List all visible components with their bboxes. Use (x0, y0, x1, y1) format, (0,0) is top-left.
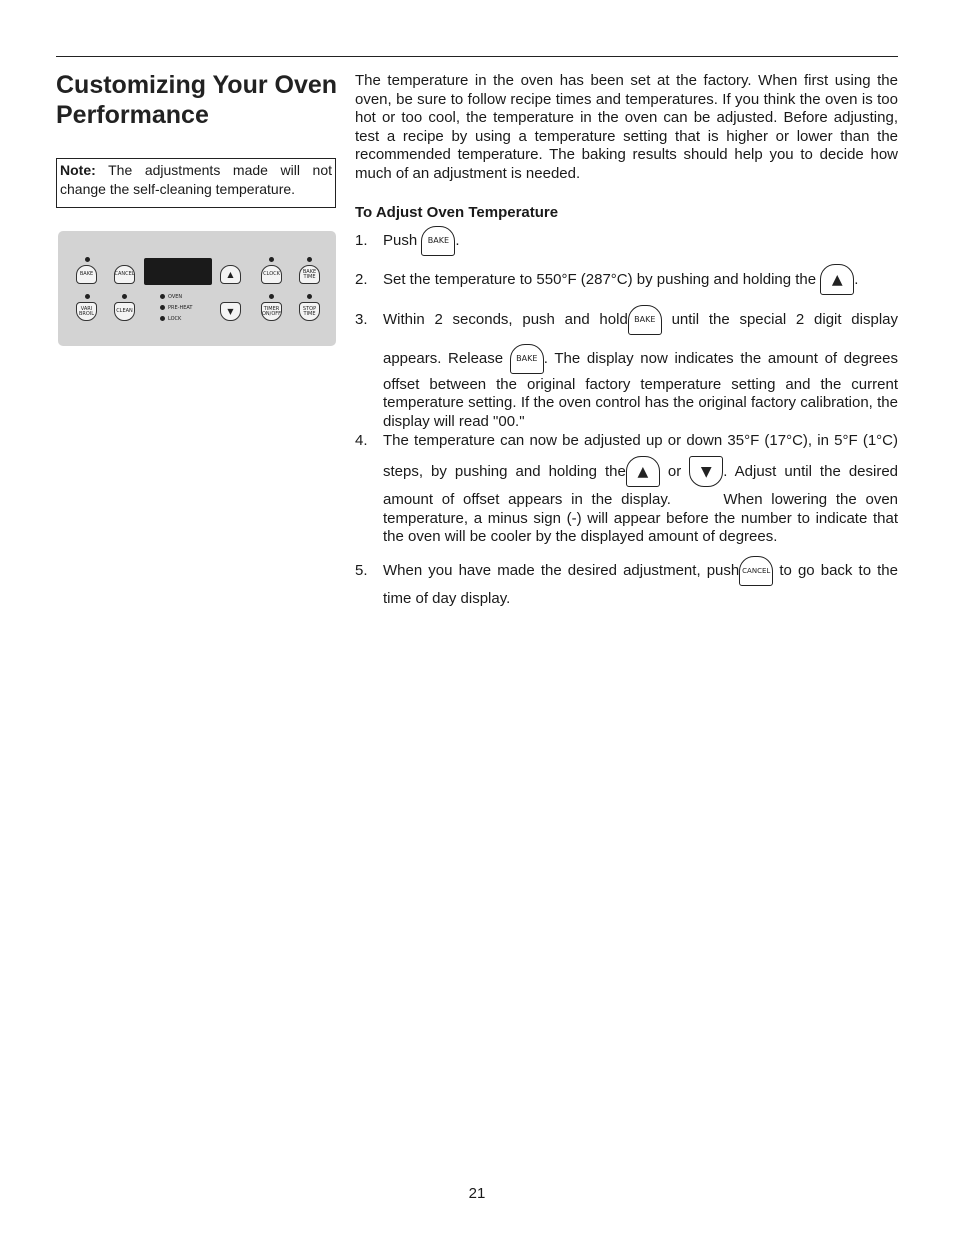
step-text: Push (383, 231, 418, 249)
up-arrow-key-icon: ▲ (820, 264, 854, 295)
control-panel-illustration (58, 231, 336, 346)
step-number: 4. (355, 431, 368, 449)
panel-up-button: ▲ (220, 265, 241, 284)
panel-display (144, 258, 212, 285)
step-text: . (455, 231, 460, 249)
indicator-dot (307, 257, 312, 262)
panel-bake-button: BAKE (76, 265, 97, 284)
step-1 (355, 225, 898, 257)
step-number: 2. (355, 270, 368, 288)
step-text: The temperature can now be adjusted up or down 35°F (17°C), in 5°F (1°C) (383, 431, 898, 449)
step-text: offset between the original factory temperature setting and the current temperature setting. If the oven control has the original factory calibration, the display will read "00." (383, 375, 898, 431)
step-text: until the special 2 digit display (671, 310, 898, 328)
panel-down-button: ▼ (220, 302, 241, 321)
cancel-key-icon: CANCEL (739, 556, 773, 586)
panel-cancel-button: CANCEL (114, 265, 135, 284)
oven-indicator: OVEN (160, 294, 182, 300)
step-text: . (854, 270, 859, 288)
step-text: or (667, 462, 682, 480)
indicator-dot (122, 294, 127, 299)
indicator-dot (85, 294, 90, 299)
indicator-dot (269, 294, 274, 299)
header-rule (56, 56, 898, 57)
step-text: appears. Release (383, 349, 504, 367)
step-text: steps, by pushing and holding the (383, 462, 626, 480)
instructions-column (355, 72, 903, 609)
indicator-dot (85, 257, 90, 262)
step-text: to go back to the (779, 562, 898, 580)
panel-vari-broil-button: VARI BROIL (76, 302, 97, 321)
panel-clean-button: CLEAN (114, 302, 135, 321)
note-text: The adjustments made will not change the self-cleaning temperature. (60, 162, 333, 197)
step-text: Set the temperature to 550°F (287°C) by pushing and holding the (383, 270, 817, 288)
indicator-dot (269, 257, 274, 262)
panel-timer-button: TIMER ON/OFF (261, 302, 282, 321)
step-text: When you have made the desired adjustment, push (383, 562, 740, 580)
down-arrow-key-icon: ▼ (689, 456, 723, 487)
step-text: time of day display. (383, 590, 511, 608)
step-text: amount of offset appears in the display. When lowering the oven temperature, a minus sign (-) will appear before the number to indicate that the oven will be cooler by the displayed amount of degrees. (383, 490, 903, 546)
step-number: 3. (355, 310, 368, 328)
note-box (56, 158, 336, 208)
step-2 (355, 264, 898, 296)
step-number: 1. (355, 231, 368, 249)
bake-key-icon: BAKE (628, 305, 662, 335)
step-4 (355, 431, 903, 547)
step-3 (355, 304, 898, 432)
page-title: Customizing Your Oven Performance (56, 71, 338, 129)
bake-key-icon: BAKE (421, 226, 455, 256)
panel-bake-time-button: BAKE TIME (299, 265, 320, 284)
note-label: Note: (60, 162, 96, 178)
preheat-indicator: PRE-HEAT (160, 305, 192, 311)
panel-clock-button: CLOCK (261, 265, 282, 284)
panel-stop-time-button: STOP TIME (299, 302, 320, 321)
step-text: . Adjust until the desired (723, 462, 899, 480)
intro-paragraph: The temperature in the oven has been set at the factory. When first using the oven, be sure to follow recipe times and temperatures. If you think the oven is too hot or too cool, the temperature in the oven can be adjusted. Before adjusting, test a recipe by using a temperature setting that is higher or lower than the recommended temperature. The baking results should help you to decide how much of an adjustment is needed. (355, 72, 898, 182)
bake-key-icon: BAKE (510, 344, 544, 374)
indicator-dot (307, 294, 312, 299)
step-text: Within 2 seconds, push and hold (383, 310, 628, 328)
step-text: . The display now indicates the amount of degrees (543, 349, 898, 367)
lock-indicator: LOCK (160, 316, 181, 322)
step-number: 5. (355, 562, 368, 580)
section-heading: To Adjust Oven Temperature (355, 203, 559, 221)
up-arrow-key-icon: ▲ (626, 456, 660, 487)
page-number: 21 (468, 1185, 486, 1202)
step-5 (355, 555, 898, 609)
